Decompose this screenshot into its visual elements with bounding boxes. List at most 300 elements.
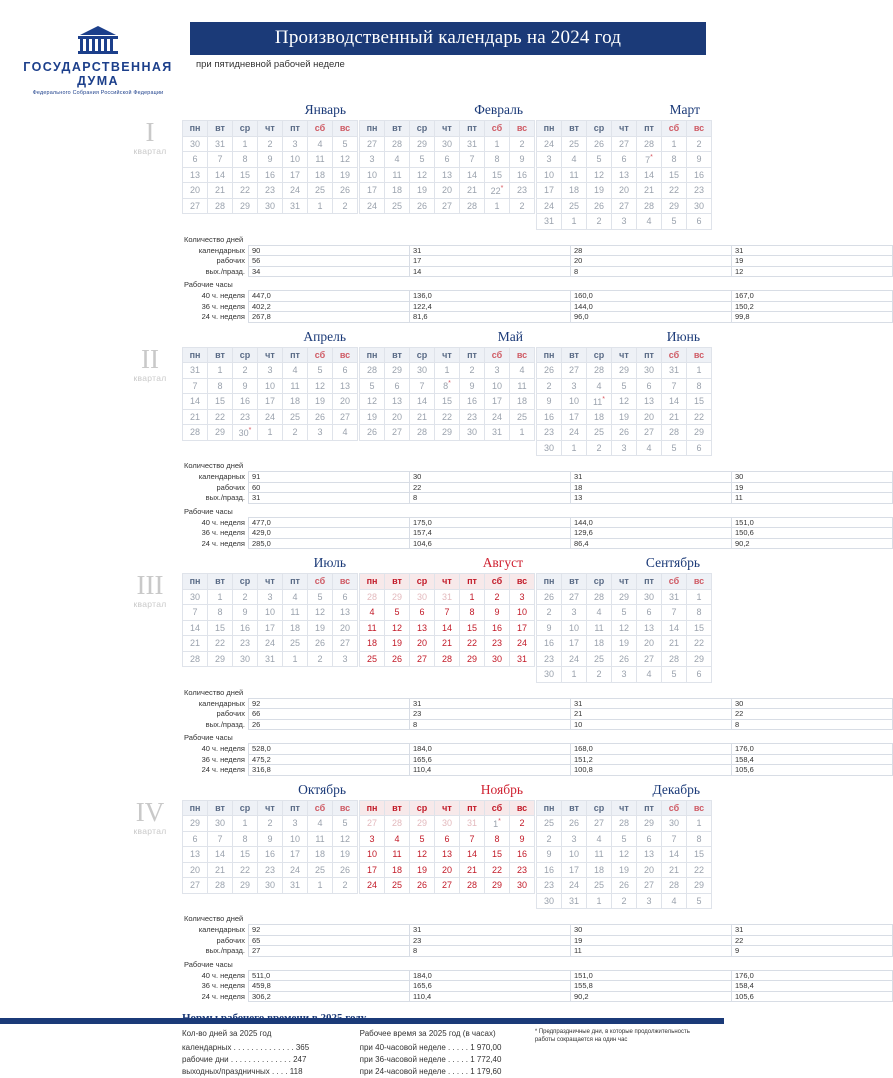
day-cell[interactable]: 11 — [308, 831, 333, 847]
day-cell[interactable]: 26 — [333, 183, 358, 199]
day-cell[interactable]: 10 — [360, 167, 385, 183]
day-cell[interactable]: 19 — [410, 862, 435, 878]
day-cell[interactable]: 27 — [612, 198, 637, 214]
day-cell[interactable]: 16 — [510, 167, 535, 183]
day-cell[interactable]: 20 — [333, 620, 358, 636]
day-cell[interactable]: 15 — [485, 847, 510, 863]
day-cell[interactable]: 9 — [460, 378, 485, 394]
day-cell[interactable]: 17 — [283, 847, 308, 863]
day-cell[interactable]: 4 — [562, 152, 587, 168]
day-cell[interactable]: 31 — [662, 589, 687, 605]
day-cell[interactable]: 8 — [485, 831, 510, 847]
day-cell[interactable]: 16 — [537, 862, 562, 878]
day-cell[interactable]: 5 — [587, 152, 612, 168]
day-cell[interactable]: 10 — [283, 831, 308, 847]
day-cell[interactable]: 20 — [612, 183, 637, 199]
day-cell[interactable]: 3 — [485, 363, 510, 379]
day-cell[interactable]: 5 — [360, 378, 385, 394]
day-cell[interactable]: 4 — [587, 378, 612, 394]
day-cell[interactable]: 2 — [510, 198, 535, 214]
day-cell[interactable]: 24 — [283, 183, 308, 199]
day-cell[interactable]: 5 — [662, 440, 687, 456]
day-cell[interactable]: 29 — [687, 651, 712, 667]
day-cell[interactable]: 28 — [612, 816, 637, 832]
day-cell[interactable]: 12 — [587, 167, 612, 183]
day-cell[interactable]: 3 — [510, 589, 535, 605]
day-cell[interactable]: 25 — [537, 816, 562, 832]
day-cell[interactable]: 19 — [360, 409, 385, 425]
day-cell[interactable]: 5 — [612, 378, 637, 394]
day-cell[interactable]: 28 — [208, 878, 233, 894]
day-cell[interactable]: 16 — [233, 620, 258, 636]
day-cell[interactable]: 13 — [385, 394, 410, 410]
day-cell[interactable]: 16 — [510, 847, 535, 863]
day-cell[interactable]: 28 — [410, 425, 435, 441]
day-cell[interactable]: 19 — [333, 847, 358, 863]
day-cell[interactable]: 11* — [587, 394, 612, 410]
day-cell[interactable]: 18 — [587, 862, 612, 878]
day-cell[interactable]: 16 — [485, 620, 510, 636]
day-cell[interactable]: 23 — [510, 183, 535, 199]
day-cell[interactable]: 12 — [308, 378, 333, 394]
day-cell[interactable]: 27 — [562, 363, 587, 379]
day-cell[interactable]: 13 — [637, 847, 662, 863]
day-cell[interactable]: 9 — [510, 831, 535, 847]
day-cell[interactable]: 15 — [435, 394, 460, 410]
day-cell[interactable]: 7 — [435, 605, 460, 621]
day-cell[interactable]: 29 — [662, 198, 687, 214]
day-cell[interactable]: 15 — [460, 620, 485, 636]
day-cell[interactable]: 18 — [385, 183, 410, 199]
day-cell[interactable]: 31 — [283, 198, 308, 214]
day-cell[interactable]: 13 — [637, 620, 662, 636]
day-cell[interactable]: 2 — [258, 136, 283, 152]
day-cell[interactable]: 20 — [637, 409, 662, 425]
day-cell[interactable]: 30 — [662, 816, 687, 832]
day-cell[interactable]: 16 — [258, 847, 283, 863]
day-cell[interactable]: 1 — [308, 198, 333, 214]
day-cell[interactable]: 25 — [360, 651, 385, 667]
day-cell[interactable]: 12 — [360, 394, 385, 410]
day-cell[interactable]: 14 — [183, 620, 208, 636]
day-cell[interactable]: 11 — [360, 620, 385, 636]
day-cell[interactable]: 28 — [360, 363, 385, 379]
day-cell[interactable]: 10 — [537, 167, 562, 183]
day-cell[interactable]: 28 — [662, 878, 687, 894]
day-cell[interactable]: 1 — [687, 816, 712, 832]
day-cell[interactable]: 28 — [183, 425, 208, 441]
day-cell[interactable]: 3 — [333, 651, 358, 667]
day-cell[interactable]: 16 — [233, 394, 258, 410]
day-cell[interactable]: 2 — [460, 363, 485, 379]
day-cell[interactable]: 2 — [587, 214, 612, 230]
day-cell[interactable]: 30 — [637, 363, 662, 379]
day-cell[interactable]: 29 — [637, 816, 662, 832]
day-cell[interactable]: 7 — [460, 831, 485, 847]
day-cell[interactable]: 30 — [435, 136, 460, 152]
day-cell[interactable]: 22 — [233, 862, 258, 878]
day-cell[interactable]: 30 — [537, 893, 562, 909]
day-cell[interactable]: 11 — [385, 847, 410, 863]
day-cell[interactable]: 29 — [385, 589, 410, 605]
day-cell[interactable]: 26 — [537, 589, 562, 605]
day-cell[interactable]: 14 — [435, 620, 460, 636]
day-cell[interactable]: 30 — [485, 651, 510, 667]
day-cell[interactable]: 29 — [183, 816, 208, 832]
day-cell[interactable]: 1 — [233, 816, 258, 832]
day-cell[interactable]: 31 — [460, 136, 485, 152]
day-cell[interactable]: 6 — [687, 214, 712, 230]
day-cell[interactable]: 5 — [612, 605, 637, 621]
day-cell[interactable]: 11 — [308, 152, 333, 168]
day-cell[interactable]: 29 — [410, 816, 435, 832]
day-cell[interactable]: 25 — [562, 136, 587, 152]
day-cell[interactable]: 11 — [562, 167, 587, 183]
day-cell[interactable]: 26 — [612, 651, 637, 667]
day-cell[interactable]: 21 — [662, 636, 687, 652]
day-cell[interactable]: 17 — [562, 862, 587, 878]
day-cell[interactable]: 3 — [283, 136, 308, 152]
day-cell[interactable]: 11 — [587, 620, 612, 636]
day-cell[interactable]: 3 — [562, 378, 587, 394]
day-cell[interactable]: 9 — [258, 152, 283, 168]
day-cell[interactable]: 1 — [485, 136, 510, 152]
day-cell[interactable]: 23 — [258, 862, 283, 878]
day-cell[interactable]: 15 — [233, 847, 258, 863]
day-cell[interactable]: 23 — [537, 425, 562, 441]
day-cell[interactable]: 1 — [283, 651, 308, 667]
day-cell[interactable]: 23 — [687, 183, 712, 199]
day-cell[interactable]: 19 — [587, 183, 612, 199]
day-cell[interactable]: 1 — [435, 363, 460, 379]
day-cell[interactable]: 5 — [308, 589, 333, 605]
day-cell[interactable]: 9 — [537, 620, 562, 636]
day-cell[interactable]: 21 — [637, 183, 662, 199]
day-cell[interactable]: 15 — [687, 620, 712, 636]
day-cell[interactable]: 7 — [208, 831, 233, 847]
day-cell[interactable]: 20 — [435, 862, 460, 878]
day-cell[interactable]: 18 — [385, 862, 410, 878]
day-cell[interactable]: 20 — [637, 636, 662, 652]
day-cell[interactable]: 24 — [537, 136, 562, 152]
day-cell[interactable]: 15 — [485, 167, 510, 183]
day-cell[interactable]: 4 — [662, 893, 687, 909]
day-cell[interactable]: 24 — [562, 878, 587, 894]
day-cell[interactable]: 31 — [562, 893, 587, 909]
day-cell[interactable]: 27 — [183, 878, 208, 894]
day-cell[interactable]: 8 — [208, 378, 233, 394]
day-cell[interactable]: 15 — [687, 847, 712, 863]
day-cell[interactable]: 24 — [562, 425, 587, 441]
day-cell[interactable]: 3 — [612, 440, 637, 456]
day-cell[interactable]: 2 — [308, 651, 333, 667]
day-cell[interactable]: 5 — [308, 363, 333, 379]
day-cell[interactable]: 9 — [485, 605, 510, 621]
day-cell[interactable]: 2 — [537, 831, 562, 847]
day-cell[interactable]: 30 — [460, 425, 485, 441]
day-cell[interactable]: 28 — [460, 198, 485, 214]
day-cell[interactable]: 8 — [687, 605, 712, 621]
day-cell[interactable]: 16 — [537, 409, 562, 425]
day-cell[interactable]: 4 — [283, 363, 308, 379]
day-cell[interactable]: 18 — [308, 847, 333, 863]
day-cell[interactable]: 23 — [258, 183, 283, 199]
day-cell[interactable]: 22 — [208, 636, 233, 652]
day-cell[interactable]: 7* — [637, 152, 662, 168]
day-cell[interactable]: 10 — [510, 605, 535, 621]
day-cell[interactable]: 1 — [208, 363, 233, 379]
day-cell[interactable]: 28 — [587, 363, 612, 379]
day-cell[interactable]: 26 — [562, 816, 587, 832]
day-cell[interactable]: 2 — [510, 136, 535, 152]
day-cell[interactable]: 8 — [662, 152, 687, 168]
day-cell[interactable]: 25 — [283, 636, 308, 652]
day-cell[interactable]: 25 — [283, 409, 308, 425]
day-cell[interactable]: 27 — [410, 651, 435, 667]
day-cell[interactable]: 25 — [562, 198, 587, 214]
day-cell[interactable]: 5 — [410, 152, 435, 168]
day-cell[interactable]: 19 — [612, 636, 637, 652]
day-cell[interactable]: 8 — [233, 152, 258, 168]
day-cell[interactable]: 4 — [510, 363, 535, 379]
day-cell[interactable]: 14 — [410, 394, 435, 410]
day-cell[interactable]: 28 — [385, 816, 410, 832]
day-cell[interactable]: 2 — [612, 893, 637, 909]
day-cell[interactable]: 4 — [360, 605, 385, 621]
day-cell[interactable]: 23 — [233, 636, 258, 652]
day-cell[interactable]: 14 — [637, 167, 662, 183]
day-cell[interactable]: 7 — [183, 605, 208, 621]
day-cell[interactable]: 18 — [587, 409, 612, 425]
day-cell[interactable]: 26 — [385, 651, 410, 667]
day-cell[interactable]: 1* — [485, 816, 510, 832]
day-cell[interactable]: 27 — [637, 878, 662, 894]
day-cell[interactable]: 2 — [587, 440, 612, 456]
day-cell[interactable]: 8 — [460, 605, 485, 621]
day-cell[interactable]: 15 — [233, 167, 258, 183]
day-cell[interactable]: 28 — [208, 198, 233, 214]
day-cell[interactable]: 11 — [385, 167, 410, 183]
day-cell[interactable]: 10 — [562, 847, 587, 863]
day-cell[interactable]: 1 — [308, 878, 333, 894]
day-cell[interactable]: 16 — [258, 167, 283, 183]
day-cell[interactable]: 30 — [537, 440, 562, 456]
day-cell[interactable]: 11 — [283, 378, 308, 394]
day-cell[interactable]: 2 — [333, 878, 358, 894]
day-cell[interactable]: 11 — [587, 847, 612, 863]
day-cell[interactable]: 29 — [208, 425, 233, 441]
day-cell[interactable]: 4 — [637, 214, 662, 230]
day-cell[interactable]: 30 — [208, 816, 233, 832]
day-cell[interactable]: 21 — [662, 862, 687, 878]
day-cell[interactable]: 3 — [637, 893, 662, 909]
day-cell[interactable]: 29 — [233, 878, 258, 894]
day-cell[interactable]: 9 — [687, 152, 712, 168]
day-cell[interactable]: 6 — [637, 378, 662, 394]
day-cell[interactable]: 6 — [637, 831, 662, 847]
day-cell[interactable]: 21 — [208, 862, 233, 878]
day-cell[interactable]: 17 — [283, 167, 308, 183]
day-cell[interactable]: 1 — [662, 136, 687, 152]
day-cell[interactable]: 2 — [333, 198, 358, 214]
day-cell[interactable]: 30* — [233, 425, 258, 441]
day-cell[interactable]: 23 — [537, 878, 562, 894]
day-cell[interactable]: 25 — [587, 425, 612, 441]
day-cell[interactable]: 24 — [537, 198, 562, 214]
day-cell[interactable]: 13 — [637, 394, 662, 410]
day-cell[interactable]: 14 — [460, 167, 485, 183]
day-cell[interactable]: 29 — [612, 363, 637, 379]
day-cell[interactable]: 21 — [208, 183, 233, 199]
day-cell[interactable]: 20 — [183, 862, 208, 878]
day-cell[interactable]: 29 — [460, 651, 485, 667]
day-cell[interactable]: 21 — [460, 183, 485, 199]
day-cell[interactable]: 17 — [562, 409, 587, 425]
day-cell[interactable]: 4 — [283, 589, 308, 605]
day-cell[interactable]: 29 — [435, 425, 460, 441]
day-cell[interactable]: 8 — [687, 831, 712, 847]
day-cell[interactable]: 8 — [485, 152, 510, 168]
day-cell[interactable]: 2 — [537, 605, 562, 621]
day-cell[interactable]: 25 — [587, 878, 612, 894]
day-cell[interactable]: 22 — [687, 636, 712, 652]
day-cell[interactable]: 10 — [258, 605, 283, 621]
day-cell[interactable]: 30 — [510, 878, 535, 894]
day-cell[interactable]: 17 — [537, 183, 562, 199]
day-cell[interactable]: 1 — [460, 589, 485, 605]
day-cell[interactable]: 21 — [435, 636, 460, 652]
day-cell[interactable]: 30 — [410, 589, 435, 605]
day-cell[interactable]: 14 — [662, 620, 687, 636]
day-cell[interactable]: 9 — [537, 394, 562, 410]
day-cell[interactable]: 16 — [687, 167, 712, 183]
day-cell[interactable]: 30 — [258, 198, 283, 214]
day-cell[interactable]: 14 — [208, 847, 233, 863]
day-cell[interactable]: 12 — [333, 152, 358, 168]
day-cell[interactable]: 3 — [283, 816, 308, 832]
day-cell[interactable]: 29 — [385, 363, 410, 379]
day-cell[interactable]: 10 — [562, 394, 587, 410]
day-cell[interactable]: 18 — [510, 394, 535, 410]
day-cell[interactable]: 21 — [183, 409, 208, 425]
day-cell[interactable]: 10 — [562, 620, 587, 636]
day-cell[interactable]: 30 — [233, 651, 258, 667]
day-cell[interactable]: 6 — [435, 152, 460, 168]
day-cell[interactable]: 9 — [233, 605, 258, 621]
day-cell[interactable]: 12 — [612, 394, 637, 410]
day-cell[interactable]: 3 — [562, 605, 587, 621]
day-cell[interactable]: 24 — [485, 409, 510, 425]
day-cell[interactable]: 30 — [183, 589, 208, 605]
day-cell[interactable]: 1 — [510, 425, 535, 441]
day-cell[interactable]: 9 — [233, 378, 258, 394]
day-cell[interactable]: 20 — [385, 409, 410, 425]
day-cell[interactable]: 16 — [460, 394, 485, 410]
day-cell[interactable]: 13 — [435, 167, 460, 183]
day-cell[interactable]: 30 — [687, 198, 712, 214]
day-cell[interactable]: 4 — [587, 831, 612, 847]
day-cell[interactable]: 31 — [460, 816, 485, 832]
day-cell[interactable]: 25 — [308, 183, 333, 199]
day-cell[interactable]: 22 — [687, 409, 712, 425]
day-cell[interactable]: 3 — [308, 425, 333, 441]
day-cell[interactable]: 24 — [283, 862, 308, 878]
day-cell[interactable]: 17 — [510, 620, 535, 636]
day-cell[interactable]: 22 — [208, 409, 233, 425]
day-cell[interactable]: 12 — [385, 620, 410, 636]
day-cell[interactable]: 4 — [385, 152, 410, 168]
day-cell[interactable]: 19 — [612, 862, 637, 878]
day-cell[interactable]: 5 — [385, 605, 410, 621]
day-cell[interactable]: 5 — [687, 893, 712, 909]
day-cell[interactable]: 6 — [612, 152, 637, 168]
day-cell[interactable]: 25 — [385, 878, 410, 894]
day-cell[interactable]: 1 — [258, 425, 283, 441]
day-cell[interactable]: 19 — [333, 167, 358, 183]
day-cell[interactable]: 20 — [435, 183, 460, 199]
day-cell[interactable]: 27 — [333, 636, 358, 652]
day-cell[interactable]: 26 — [360, 425, 385, 441]
day-cell[interactable]: 31 — [435, 589, 460, 605]
day-cell[interactable]: 24 — [258, 409, 283, 425]
day-cell[interactable]: 24 — [510, 636, 535, 652]
day-cell[interactable]: 27 — [637, 425, 662, 441]
day-cell[interactable]: 25 — [510, 409, 535, 425]
day-cell[interactable]: 18 — [283, 394, 308, 410]
day-cell[interactable]: 20 — [333, 394, 358, 410]
day-cell[interactable]: 25 — [385, 198, 410, 214]
day-cell[interactable]: 29 — [687, 425, 712, 441]
day-cell[interactable]: 26 — [537, 363, 562, 379]
day-cell[interactable]: 15 — [208, 620, 233, 636]
day-cell[interactable]: 5 — [612, 831, 637, 847]
day-cell[interactable]: 18 — [308, 167, 333, 183]
day-cell[interactable]: 26 — [612, 425, 637, 441]
day-cell[interactable]: 4 — [587, 605, 612, 621]
day-cell[interactable]: 5 — [333, 816, 358, 832]
day-cell[interactable]: 31 — [662, 363, 687, 379]
day-cell[interactable]: 28 — [183, 651, 208, 667]
day-cell[interactable]: 12 — [410, 847, 435, 863]
day-cell[interactable]: 28 — [637, 136, 662, 152]
day-cell[interactable]: 14 — [183, 394, 208, 410]
day-cell[interactable]: 6 — [183, 831, 208, 847]
day-cell[interactable]: 13 — [435, 847, 460, 863]
day-cell[interactable]: 2 — [233, 589, 258, 605]
day-cell[interactable]: 5 — [662, 214, 687, 230]
day-cell[interactable]: 30 — [637, 589, 662, 605]
day-cell[interactable]: 7 — [662, 605, 687, 621]
day-cell[interactable]: 23 — [485, 636, 510, 652]
day-cell[interactable]: 24 — [562, 651, 587, 667]
day-cell[interactable]: 26 — [410, 878, 435, 894]
day-cell[interactable]: 4 — [333, 425, 358, 441]
day-cell[interactable]: 3 — [537, 152, 562, 168]
day-cell[interactable]: 2 — [687, 136, 712, 152]
day-cell[interactable]: 29 — [612, 589, 637, 605]
day-cell[interactable]: 3 — [612, 667, 637, 683]
day-cell[interactable]: 20 — [410, 636, 435, 652]
day-cell[interactable]: 27 — [562, 589, 587, 605]
day-cell[interactable]: 29 — [687, 878, 712, 894]
day-cell[interactable]: 23 — [537, 651, 562, 667]
day-cell[interactable]: 4 — [308, 816, 333, 832]
day-cell[interactable]: 15 — [208, 394, 233, 410]
day-cell[interactable]: 22 — [687, 862, 712, 878]
day-cell[interactable]: 26 — [587, 136, 612, 152]
day-cell[interactable]: 2 — [258, 816, 283, 832]
day-cell[interactable]: 25 — [587, 651, 612, 667]
